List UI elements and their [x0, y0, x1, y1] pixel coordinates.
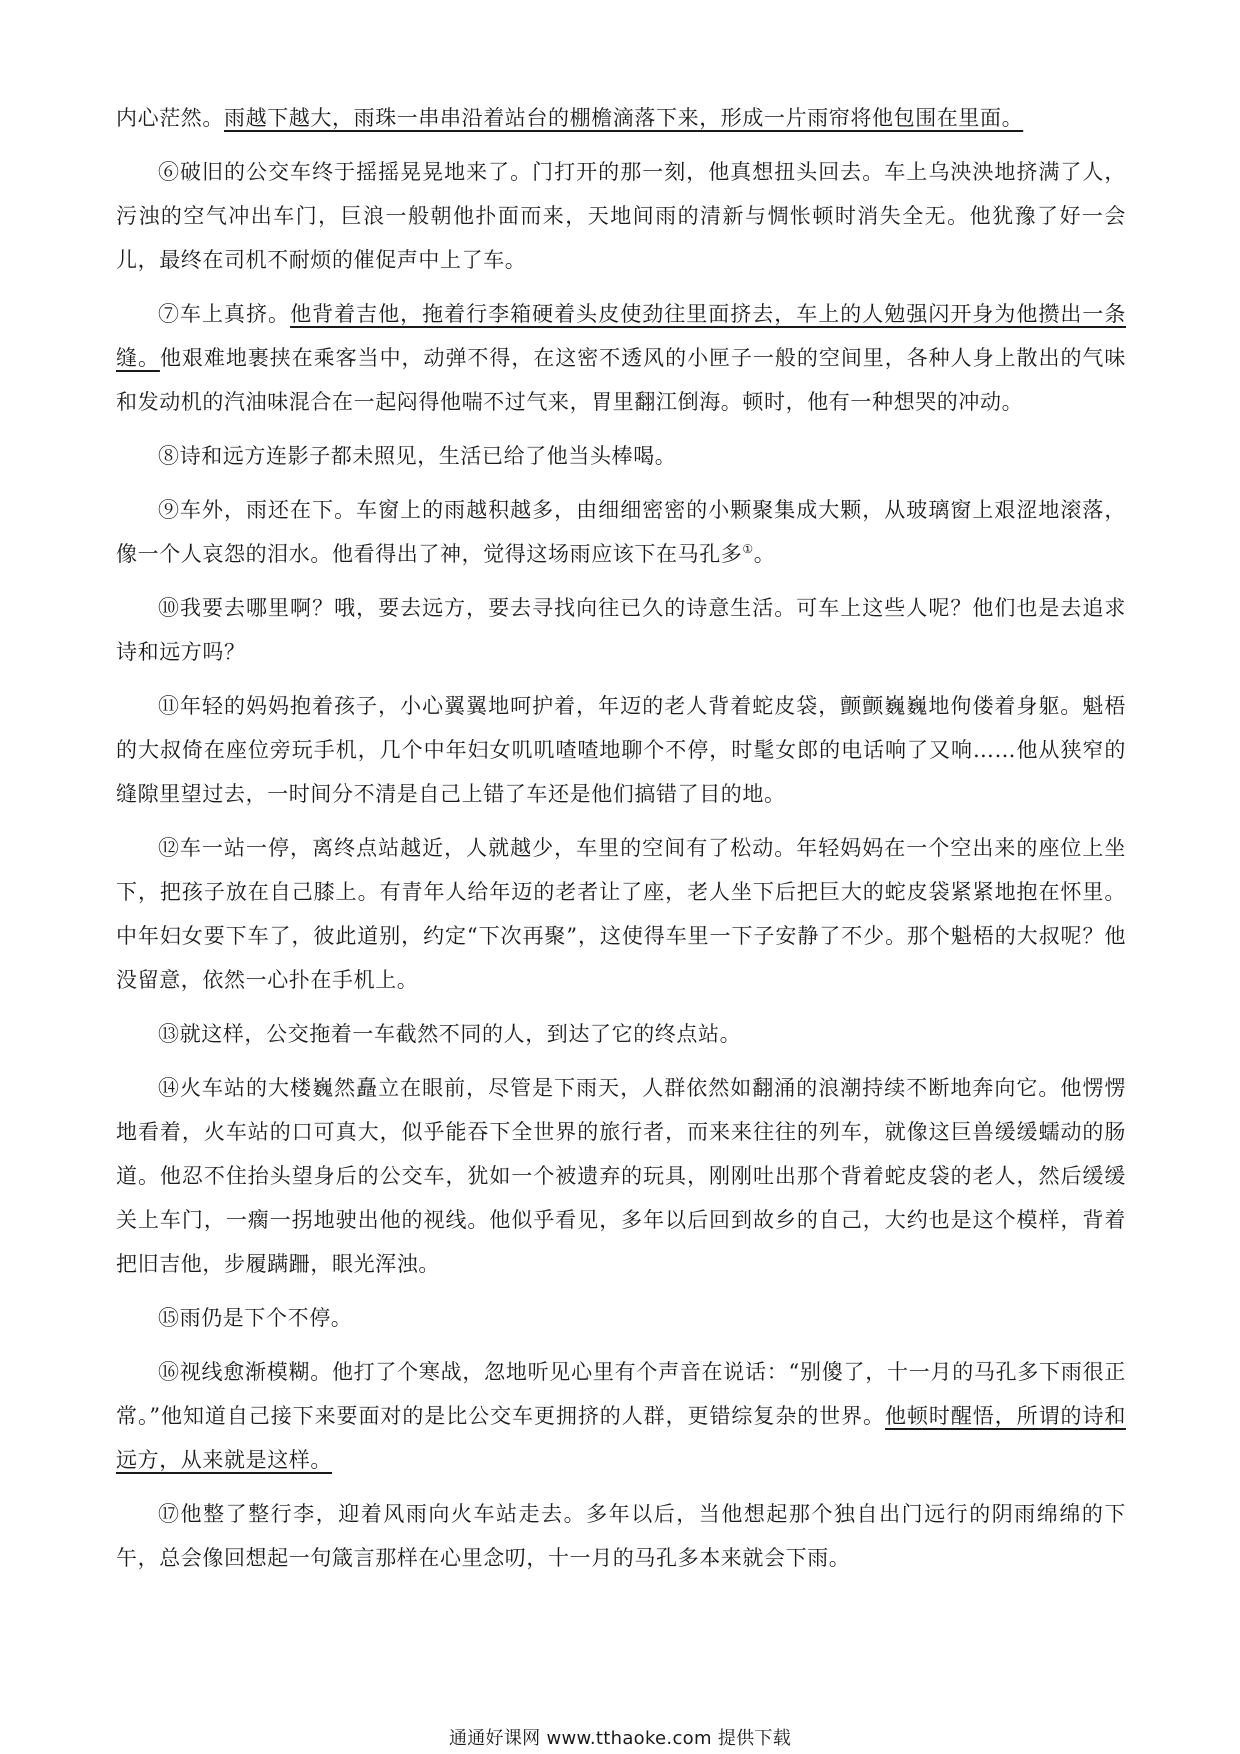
paragraph-p15	[116, 1296, 1126, 1340]
text-segment: 。	[753, 542, 776, 566]
text-segment: ⑧诗和远方连影子都未照见，生活已给了他当头棒喝。	[158, 444, 677, 468]
text-segment: ⑫车一站一停，离终点站越近，人就越少，车里的空间有了松动。年轻妈妈在一个空出来的座位上坐下，把孩子放在自己膝上。有青年人给年迈的老者让了座，老人坐下后把巨大的蛇皮袋紧紧地抱在怀里。中年妇女要下车了，彼此道别，约定“下次再聚”，这使得车里一下子安静了不少。那个魁梧的大叔呢？他没留意，依然一心扑在手机上。	[116, 836, 1126, 992]
underlined-sentence: 他背着吉他，拖着行李箱硬着头皮使劲往里面挤去，车上的人勉强闪开身为他攒出一条缝。	[116, 302, 1126, 370]
paragraph-p17	[116, 1492, 1126, 1580]
page-footer: 通通好课网 www.tthaoke.com 提供下载	[448, 1728, 792, 1749]
paragraph-p14	[116, 1066, 1126, 1286]
paragraph-p10	[116, 586, 1126, 674]
text-segment: ⑭火车站的大楼巍然矗立在眼前，尽管是下雨天，人群依然如翻涌的浪潮持续不断地奔向它。他愣愣地看着，火车站的口可真大，似乎能吞下全世界的旅行者，而来来往往的列车，就像这巨兽缓缓蠕动的肠道。他忍不住抬头望身后的公交车，犹如一个被遗弃的玩具，刚刚吐出那个背着蛇皮袋的老人，然后缓缓关上车门，一瘸一拐地驶出他的视线。他似乎看见，多年以后回到故乡的自己，大约也是这个模样，背着把旧吉他，步履蹒跚，眼光浑浊。	[116, 1076, 1126, 1276]
text-segment: ⑮雨仍是下个不停。	[158, 1306, 353, 1330]
text-segment: ⑥破旧的公交车终于摇摇晃晃地来了。门打开的那一刻，他真想扭头回去。车上乌泱泱地挤满了人，污浊的空气冲出车门，巨浪一般朝他扑面而来，天地间雨的清新与惆怅顿时消失全无。他犹豫了好一会儿，最终在司机不耐烦的催促声中上了车。	[116, 160, 1126, 272]
text-segment: ⑬就这样，公交拖着一车截然不同的人，到达了它的终点站。	[158, 1022, 742, 1046]
text-segment: ⑩我要去哪里啊？哦，要去远方，要去寻找向往已久的诗意生活。可车上这些人呢？他们也是去追求诗和远方吗？	[116, 596, 1126, 664]
text-segment: ⑪年轻的妈妈抱着孩子，小心翼翼地呵护着，年迈的老人背着蛇皮袋，颤颤巍巍地佝偻着身躯。魁梧的大叔倚在座位旁玩手机，几个中年妇女叽叽喳喳地聊个不停，时髦女郎的电话响了又响……他从狭窄的缝隙里望过去，一时间分不清是自己上错了车还是他们搞错了目的地。	[116, 694, 1126, 806]
text-segment: ⑰他整了整行李，迎着风雨向火车站走去。多年以后，当他想起那个独自出门远行的阴雨绵绵的下午，总会像回想起一句箴言那样在心里念叨，十一月的马孔多本来就会下雨。	[116, 1502, 1126, 1570]
text-segment: ⑦车上真挤。	[158, 302, 291, 326]
article-body	[116, 96, 1126, 1590]
underlined-sentence: 雨越下越大，雨珠一串串沿着站台的棚檐滴落下来，形成一片雨帘将他包围在里面。	[224, 106, 1024, 130]
text-segment: ⑨车外，雨还在下。车窗上的雨越积越多，由细细密密的小颗聚集成大颗，从玻璃窗上艰涩地滚落，像一个人哀怨的泪水。他看得出了神，觉得这场雨应该下在马孔多	[116, 498, 1126, 566]
paragraph-p5-tail	[116, 96, 1126, 140]
paragraph-p12	[116, 826, 1126, 1002]
paragraph-p11	[116, 684, 1126, 816]
paragraph-p16	[116, 1350, 1126, 1482]
paragraph-p13	[116, 1012, 1126, 1056]
footnote-marker: ①	[742, 542, 754, 556]
paragraph-p7	[116, 292, 1126, 424]
paragraph-p8	[116, 434, 1126, 478]
text-segment: 他艰难地裹挟在乘客当中，动弹不得，在这密不透风的小匣子一般的空间里，各种人身上散出的气味和发动机的汽油味混合在一起闷得他喘不过气来，胃里翻江倒海。顿时，他有一种想哭的冲动。	[116, 346, 1126, 414]
paragraph-p9	[116, 488, 1126, 576]
text-segment: 内心茫然。	[116, 106, 224, 130]
underlined-sentence: 他顿时醒悟，所谓的诗和远方，从来就是这样。	[116, 1404, 1126, 1472]
text-segment: ⑯视线愈渐模糊。他打了个寒战，忽地听见心里有个声音在说话：“别傻了，十一月的马孔多下雨很正常。”他知道自己接下来要面对的是比公交车更拥挤的人群，更错综复杂的世界。	[116, 1360, 1126, 1428]
paragraph-p6	[116, 150, 1126, 282]
